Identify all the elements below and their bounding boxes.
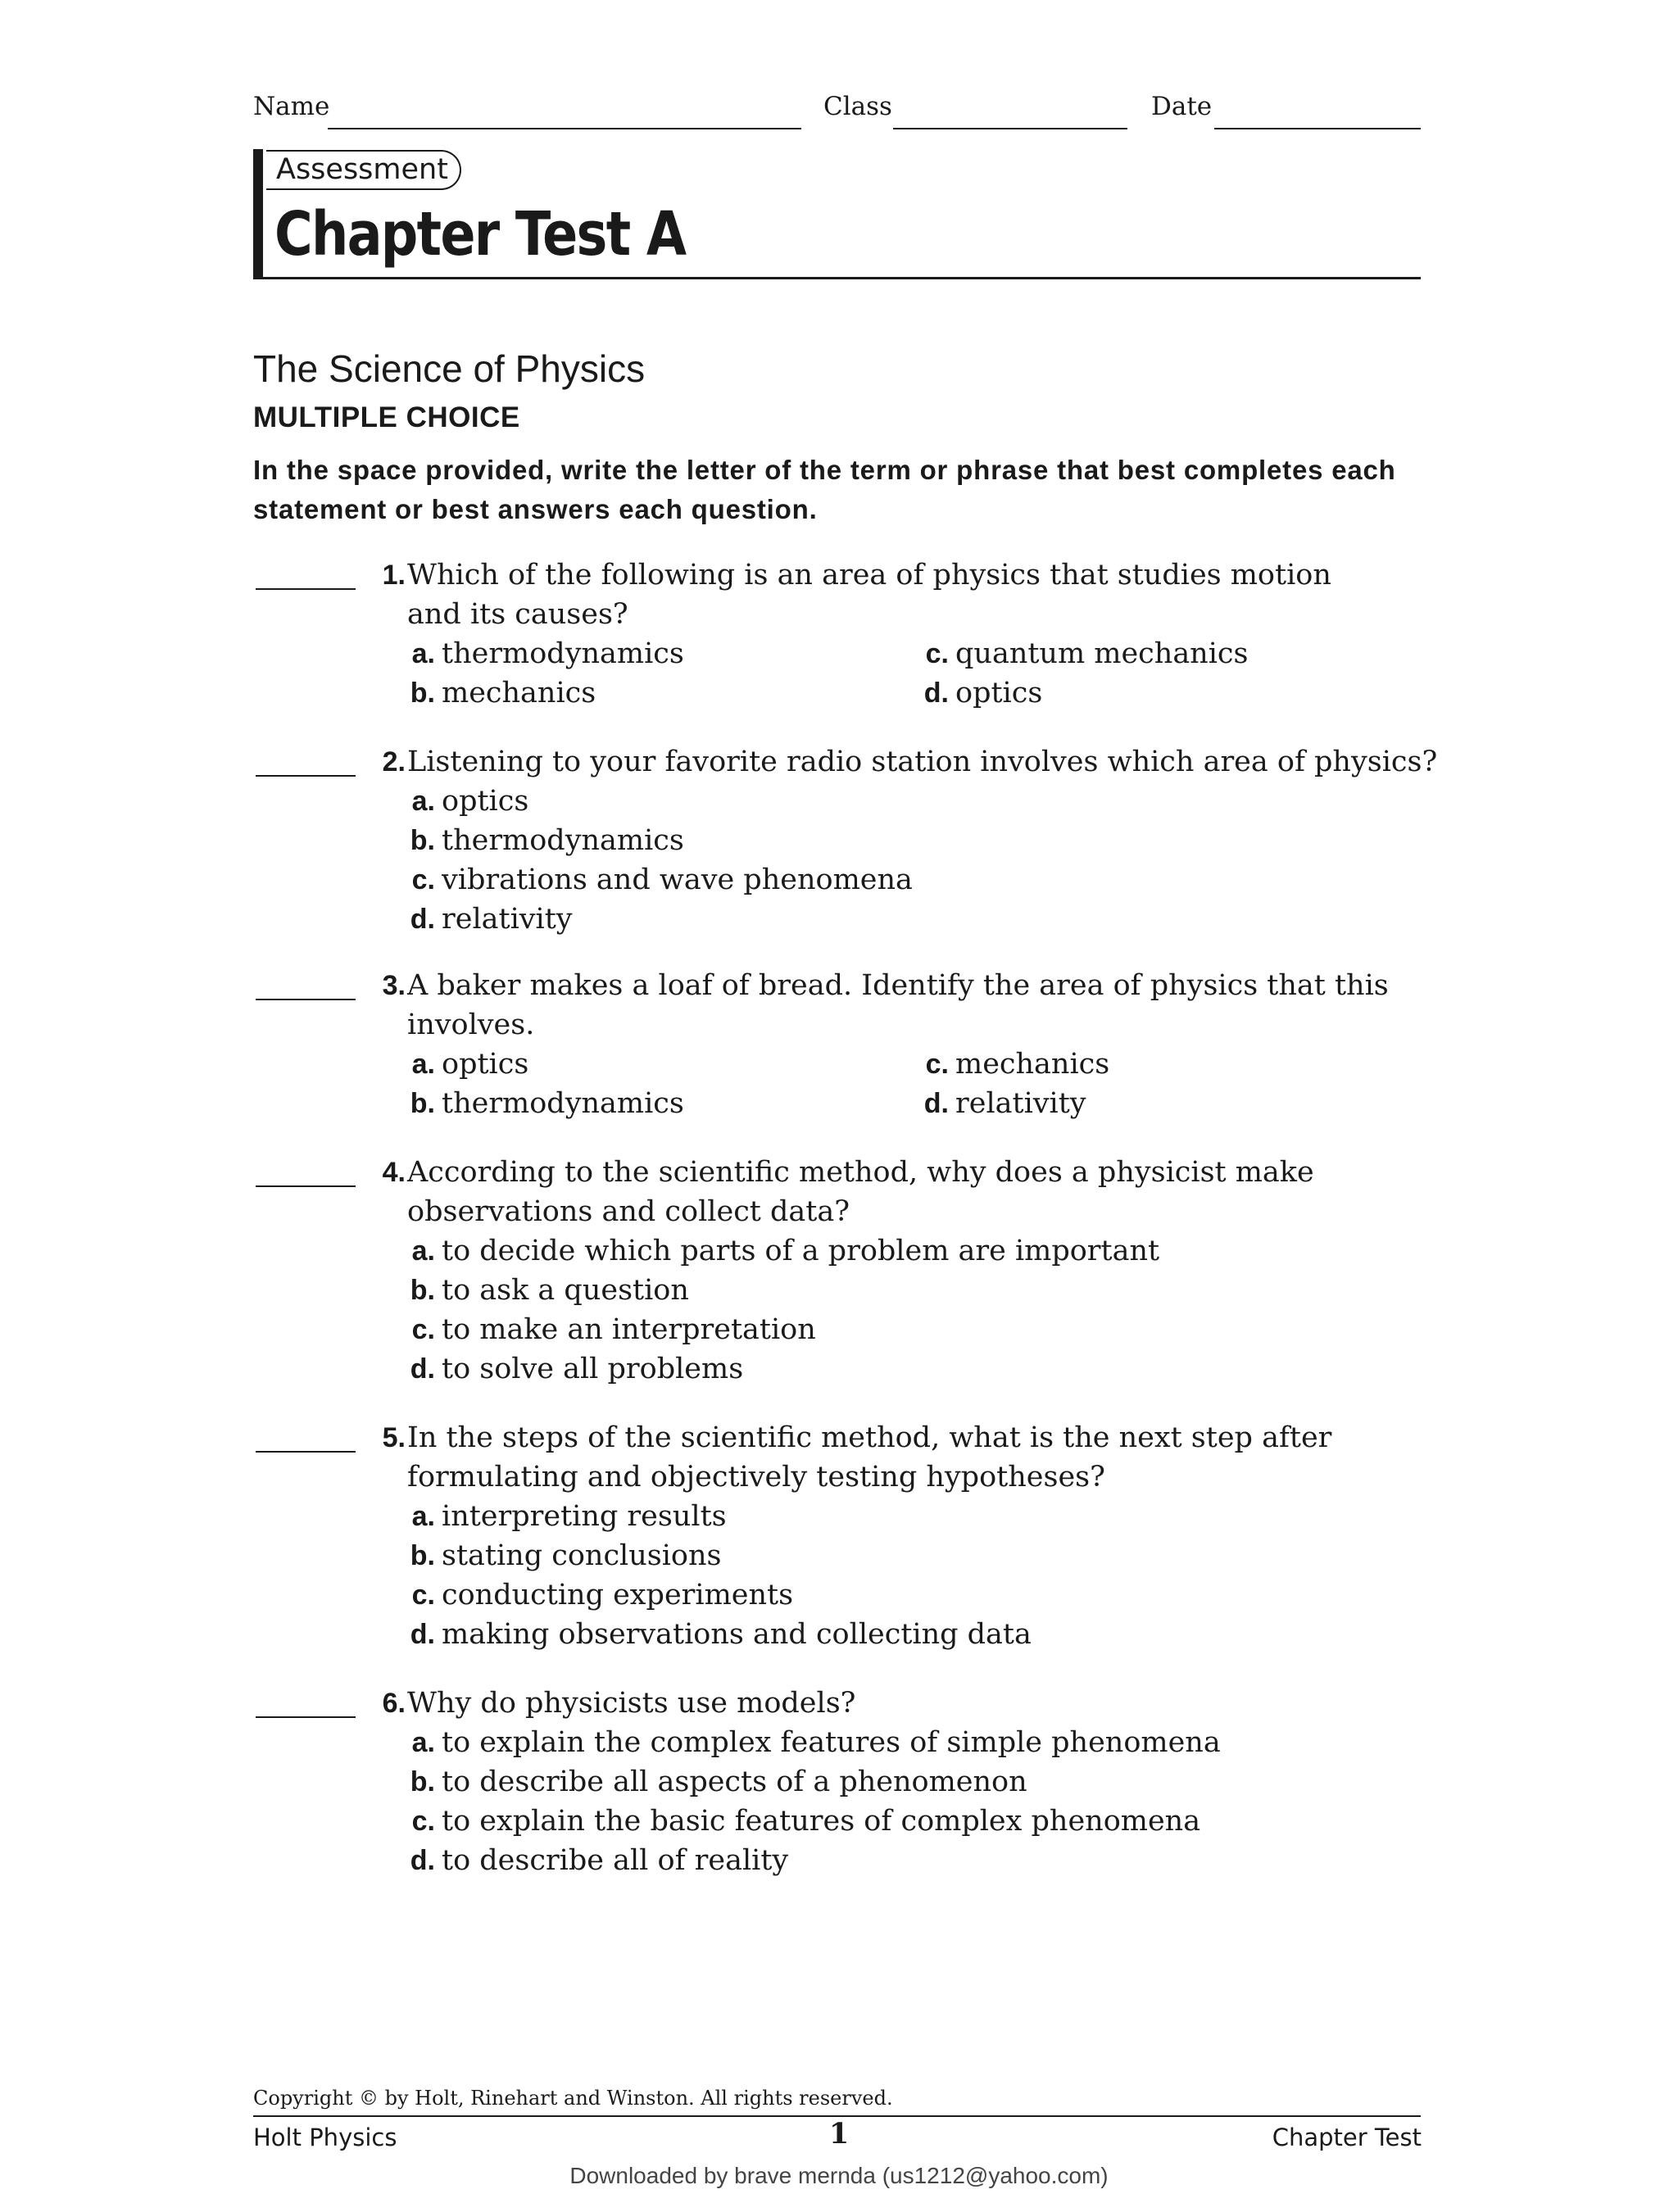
option-letter: d. [410,1845,435,1876]
download-note: Downloaded by brave mernda (us1212@yahoo.com) [569,2163,1109,2188]
option-text: optics [955,677,1043,709]
section-subtitle: MULTIPLE CHOICE [253,401,520,433]
option-text: to describe all of reality [442,1844,789,1877]
name-field[interactable] [328,128,801,129]
option-letter: d. [410,1353,435,1385]
option-text: thermodynamics [442,824,684,857]
option-b [410,1536,722,1575]
option-d [923,673,1043,713]
footer-section-label: Chapter Test [1272,2124,1422,2151]
answer-blank[interactable] [256,1451,356,1453]
option-text: to describe all aspects of a phenomenon [442,1766,1027,1798]
option-letter: b. [410,1088,435,1119]
option-letter: b. [410,1766,435,1797]
option-letter: c. [411,1314,435,1345]
date-field[interactable] [1214,128,1421,129]
option-letter: a. [411,1049,435,1080]
option-letter: d. [410,904,435,935]
option-c [411,1802,1201,1841]
instructions: In the space provided, write the letter of the term or phrase that best completes each statement or best answers each question. [253,455,1396,524]
option-text: thermodynamics [442,637,684,670]
answer-blank[interactable] [256,775,356,777]
option-b [410,821,684,860]
option-d [410,900,573,939]
class-label: Class [823,92,892,121]
option-text: relativity [955,1087,1086,1120]
option-d [410,1841,789,1880]
question-number: 4. [382,1157,406,1188]
option-letter: a. [411,638,435,669]
question-text: Which of the following is an area of physics that studies motion and its causes? [407,559,1331,631]
option-a [411,1497,727,1536]
option-text: to make an interpretation [442,1313,816,1346]
question-text: Why do physicists use models? [407,1687,856,1720]
option-a [411,1045,529,1084]
question-text: According to the scientific method, why does a physicist make observations and collect data? [407,1156,1314,1228]
banner-bar [253,149,263,279]
option-letter: c. [411,1580,435,1611]
assessment-tag: Assessment [266,150,461,190]
option-text: relativity [442,903,573,936]
page-title: Chapter Test A [274,199,686,270]
option-d [410,1349,744,1389]
class-field[interactable] [893,128,1127,129]
option-c [411,1310,816,1349]
option-text: optics [442,785,529,818]
option-text: vibrations and wave phenomena [442,863,913,896]
option-letter: b. [410,678,435,709]
option-b [410,1084,684,1123]
option-letter: a. [411,786,435,817]
option-a [411,1723,1221,1762]
footer-book-title: Holt Physics [253,2124,397,2151]
option-text: stating conclusions [442,1539,722,1572]
date-label: Date [1151,92,1213,121]
answer-blank[interactable] [256,1716,356,1718]
option-text: to explain the basic features of complex phenomena [442,1805,1201,1838]
option-letter: d. [923,678,949,709]
option-letter: b. [410,825,435,856]
question-text: Listening to your favorite radio station involves which area of physics? [407,746,1438,778]
option-text: mechanics [955,1048,1110,1081]
option-letter: a. [411,1235,435,1267]
question-number: 3. [382,970,406,1001]
answer-blank[interactable] [256,1185,356,1187]
option-letter: d. [410,1619,435,1650]
name-label: Name [253,92,330,121]
option-letter: c. [411,864,435,895]
option-c [925,634,1249,673]
option-letter: b. [410,1540,435,1571]
option-letter: c. [925,638,949,669]
option-c [411,860,913,900]
option-text: to solve all problems [442,1353,744,1385]
question-number: 1. [382,560,406,591]
option-b [410,1271,689,1310]
option-text: conducting experiments [442,1579,794,1611]
option-letter: d. [923,1088,949,1119]
page-number: 1 [828,2117,850,2151]
answer-blank[interactable] [256,588,356,590]
option-c [925,1045,1110,1084]
section-title: The Science of Physics [253,347,646,390]
option-a [411,634,684,673]
option-text: making observations and collecting data [442,1618,1032,1651]
answer-blank[interactable] [256,999,356,1000]
option-b [410,1762,1027,1802]
option-text: optics [442,1048,529,1081]
option-d [923,1084,1086,1123]
question-number: 6. [382,1688,406,1719]
question-text: In the steps of the scientific method, what is the next step after formulating and objectively testing hypotheses? [407,1421,1332,1494]
option-letter: a. [411,1501,435,1532]
option-text: to ask a question [442,1274,689,1307]
option-text: to decide which parts of a problem are important [442,1235,1160,1267]
option-letter: c. [925,1049,949,1080]
title-divider [253,277,1421,279]
option-a [411,782,529,821]
question-number: 5. [382,1422,406,1453]
option-a [411,1231,1160,1271]
option-c [411,1575,794,1615]
question-text: A baker makes a loaf of bread. Identify the area of physics that this involves. [407,969,1389,1041]
copyright-notice: Copyright © by Holt, Rinehart and Winston. All rights reserved. [253,2087,893,2110]
question-number: 2. [382,746,406,777]
option-b [410,673,596,713]
option-letter: a. [411,1727,435,1758]
option-d [410,1615,1032,1654]
option-text: quantum mechanics [955,637,1249,670]
option-text: thermodynamics [442,1087,684,1120]
option-text: to explain the complex features of simple phenomena [442,1726,1221,1759]
option-text: mechanics [442,677,596,709]
option-letter: b. [410,1275,435,1306]
option-letter: c. [411,1806,435,1837]
option-text: interpreting results [442,1500,727,1533]
